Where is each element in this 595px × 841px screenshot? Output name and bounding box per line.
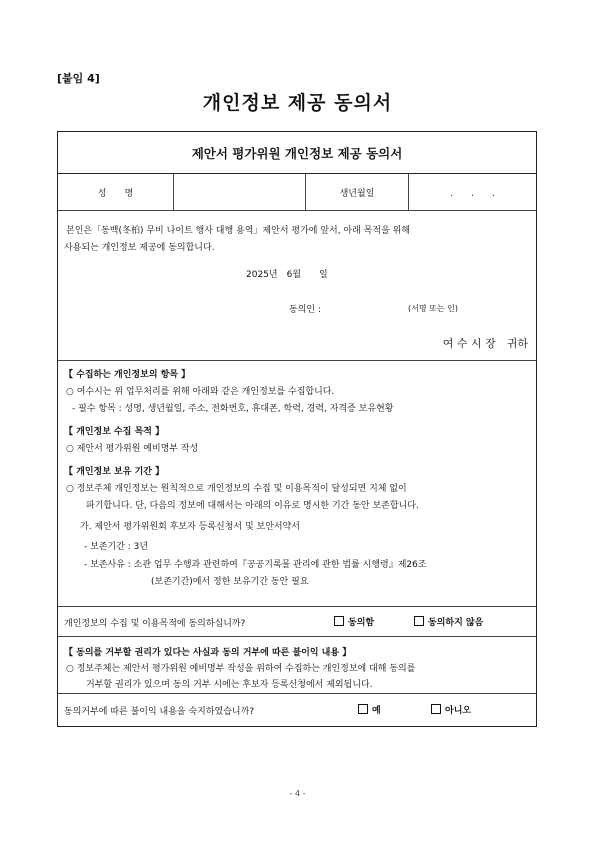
consent-statement-line2: 사용되는 개인정보 제공에 동의합니다. — [64, 243, 215, 253]
acknowledgment-question: 동의거부에 따른 불이익 내용을 숙지하였습니까? — [64, 707, 255, 717]
document-title: 개인정보 제공 동의서 — [202, 92, 393, 114]
items-header: 【 수집하는 개인정보의 항목 】 — [64, 370, 191, 380]
name-label: 성 명 — [58, 174, 174, 210]
period-line4: - 보존기간 : 3년 — [84, 542, 149, 552]
page-number: - 4 - — [289, 789, 306, 798]
addressee: 여 수 시 장 귀하 — [442, 337, 528, 350]
items-line2: - 필수 항목 : 성명, 생년월일, 주소, 전화번호, 휴대폰, 학력, 경력, 자격증 보유현황 — [72, 404, 394, 414]
consent-question: 개인정보의 수집 및 이용목적에 동의하십니까? — [64, 619, 246, 629]
consent-form — [57, 131, 537, 727]
agree-label: 동의함 — [348, 618, 375, 628]
refusal-header: 【 동의를 거부할 권리가 있다는 사실과 동의 거부에 따른 불이익 내용 】 — [64, 648, 352, 658]
items-line1: ○ 여수시는 위 업무처리를 위해 아래와 같은 개인정보를 수집합니다. — [66, 387, 335, 397]
consent-question-row — [58, 607, 536, 637]
form-title: 제안서 평가위원 개인정보 제공 동의서 — [58, 132, 536, 174]
consent-statement-line1: 본인은「동백(冬柏) 무비 나이트 행사 대행 용역」제안서 평가에 앞서, 아래 목적을 위해 — [66, 226, 411, 236]
no-label: 아니오 — [445, 706, 472, 716]
yes-checkbox[interactable] — [358, 704, 368, 714]
refusal-line1: ○ 정보주체는 제안서 평가위원 예비명부 작성을 위하여 수집하는 개인정보에 대해 동의를 — [66, 664, 416, 674]
signature-field[interactable]: (서명 또는 인) — [408, 304, 458, 313]
no-checkbox[interactable] — [431, 704, 441, 714]
name-field[interactable] — [174, 174, 306, 210]
purpose-header: 【 개인정보 수집 목적 】 — [64, 427, 165, 437]
attachment-label: [붙임 4] — [57, 72, 100, 85]
period-line6: (보존기간)에서 정한 보유기간 동안 필요 — [151, 577, 309, 587]
disagree-option[interactable] — [414, 615, 483, 628]
no-option[interactable] — [431, 703, 471, 716]
consent-date: 2025년 6월 일 — [246, 270, 328, 280]
birth-label: 생년월일 — [306, 174, 409, 210]
acknowledgment-row — [58, 694, 536, 726]
birth-field[interactable]: . . . — [450, 188, 495, 199]
disagree-label: 동의하지 않음 — [428, 618, 484, 628]
refusal-block — [58, 637, 536, 694]
refusal-line2: 거부할 권리가 있으며 동의 거부 시에는 후보자 등록신청에서 제외됩니다. — [86, 680, 373, 690]
period-line1: ○ 정보주체 개인정보는 원칙적으로 개인정보의 수집 및 이용목적이 달성되면 지체 없이 — [66, 484, 407, 494]
period-line2: 파기합니다. 단, 다음의 정보에 대해서는 아래의 이유로 명시한 기간 동안 보존합니다. — [86, 501, 419, 511]
details-block — [58, 361, 536, 607]
yes-option[interactable] — [358, 703, 381, 716]
yes-label: 예 — [372, 706, 381, 716]
period-header: 【 개인정보 보유 기간 】 — [64, 467, 165, 477]
disagree-checkbox[interactable] — [414, 616, 424, 626]
signer-label: 동의인 : — [289, 305, 321, 315]
personal-info-row — [58, 174, 536, 211]
purpose-line: ○ 제안서 평가위원 예비명부 작성 — [66, 444, 199, 454]
period-line3: 가. 제안서 평가위원회 후보자 등록신청서 및 보안서약서 — [80, 522, 300, 532]
period-line5: - 보존사유 : 소관 업무 수행과 관련하여『공공기록물 관리에 관한 법률 시행령』제26조 — [84, 560, 427, 570]
agree-checkbox[interactable] — [334, 616, 344, 626]
consent-statement-block — [58, 211, 536, 361]
agree-option[interactable] — [334, 615, 374, 628]
